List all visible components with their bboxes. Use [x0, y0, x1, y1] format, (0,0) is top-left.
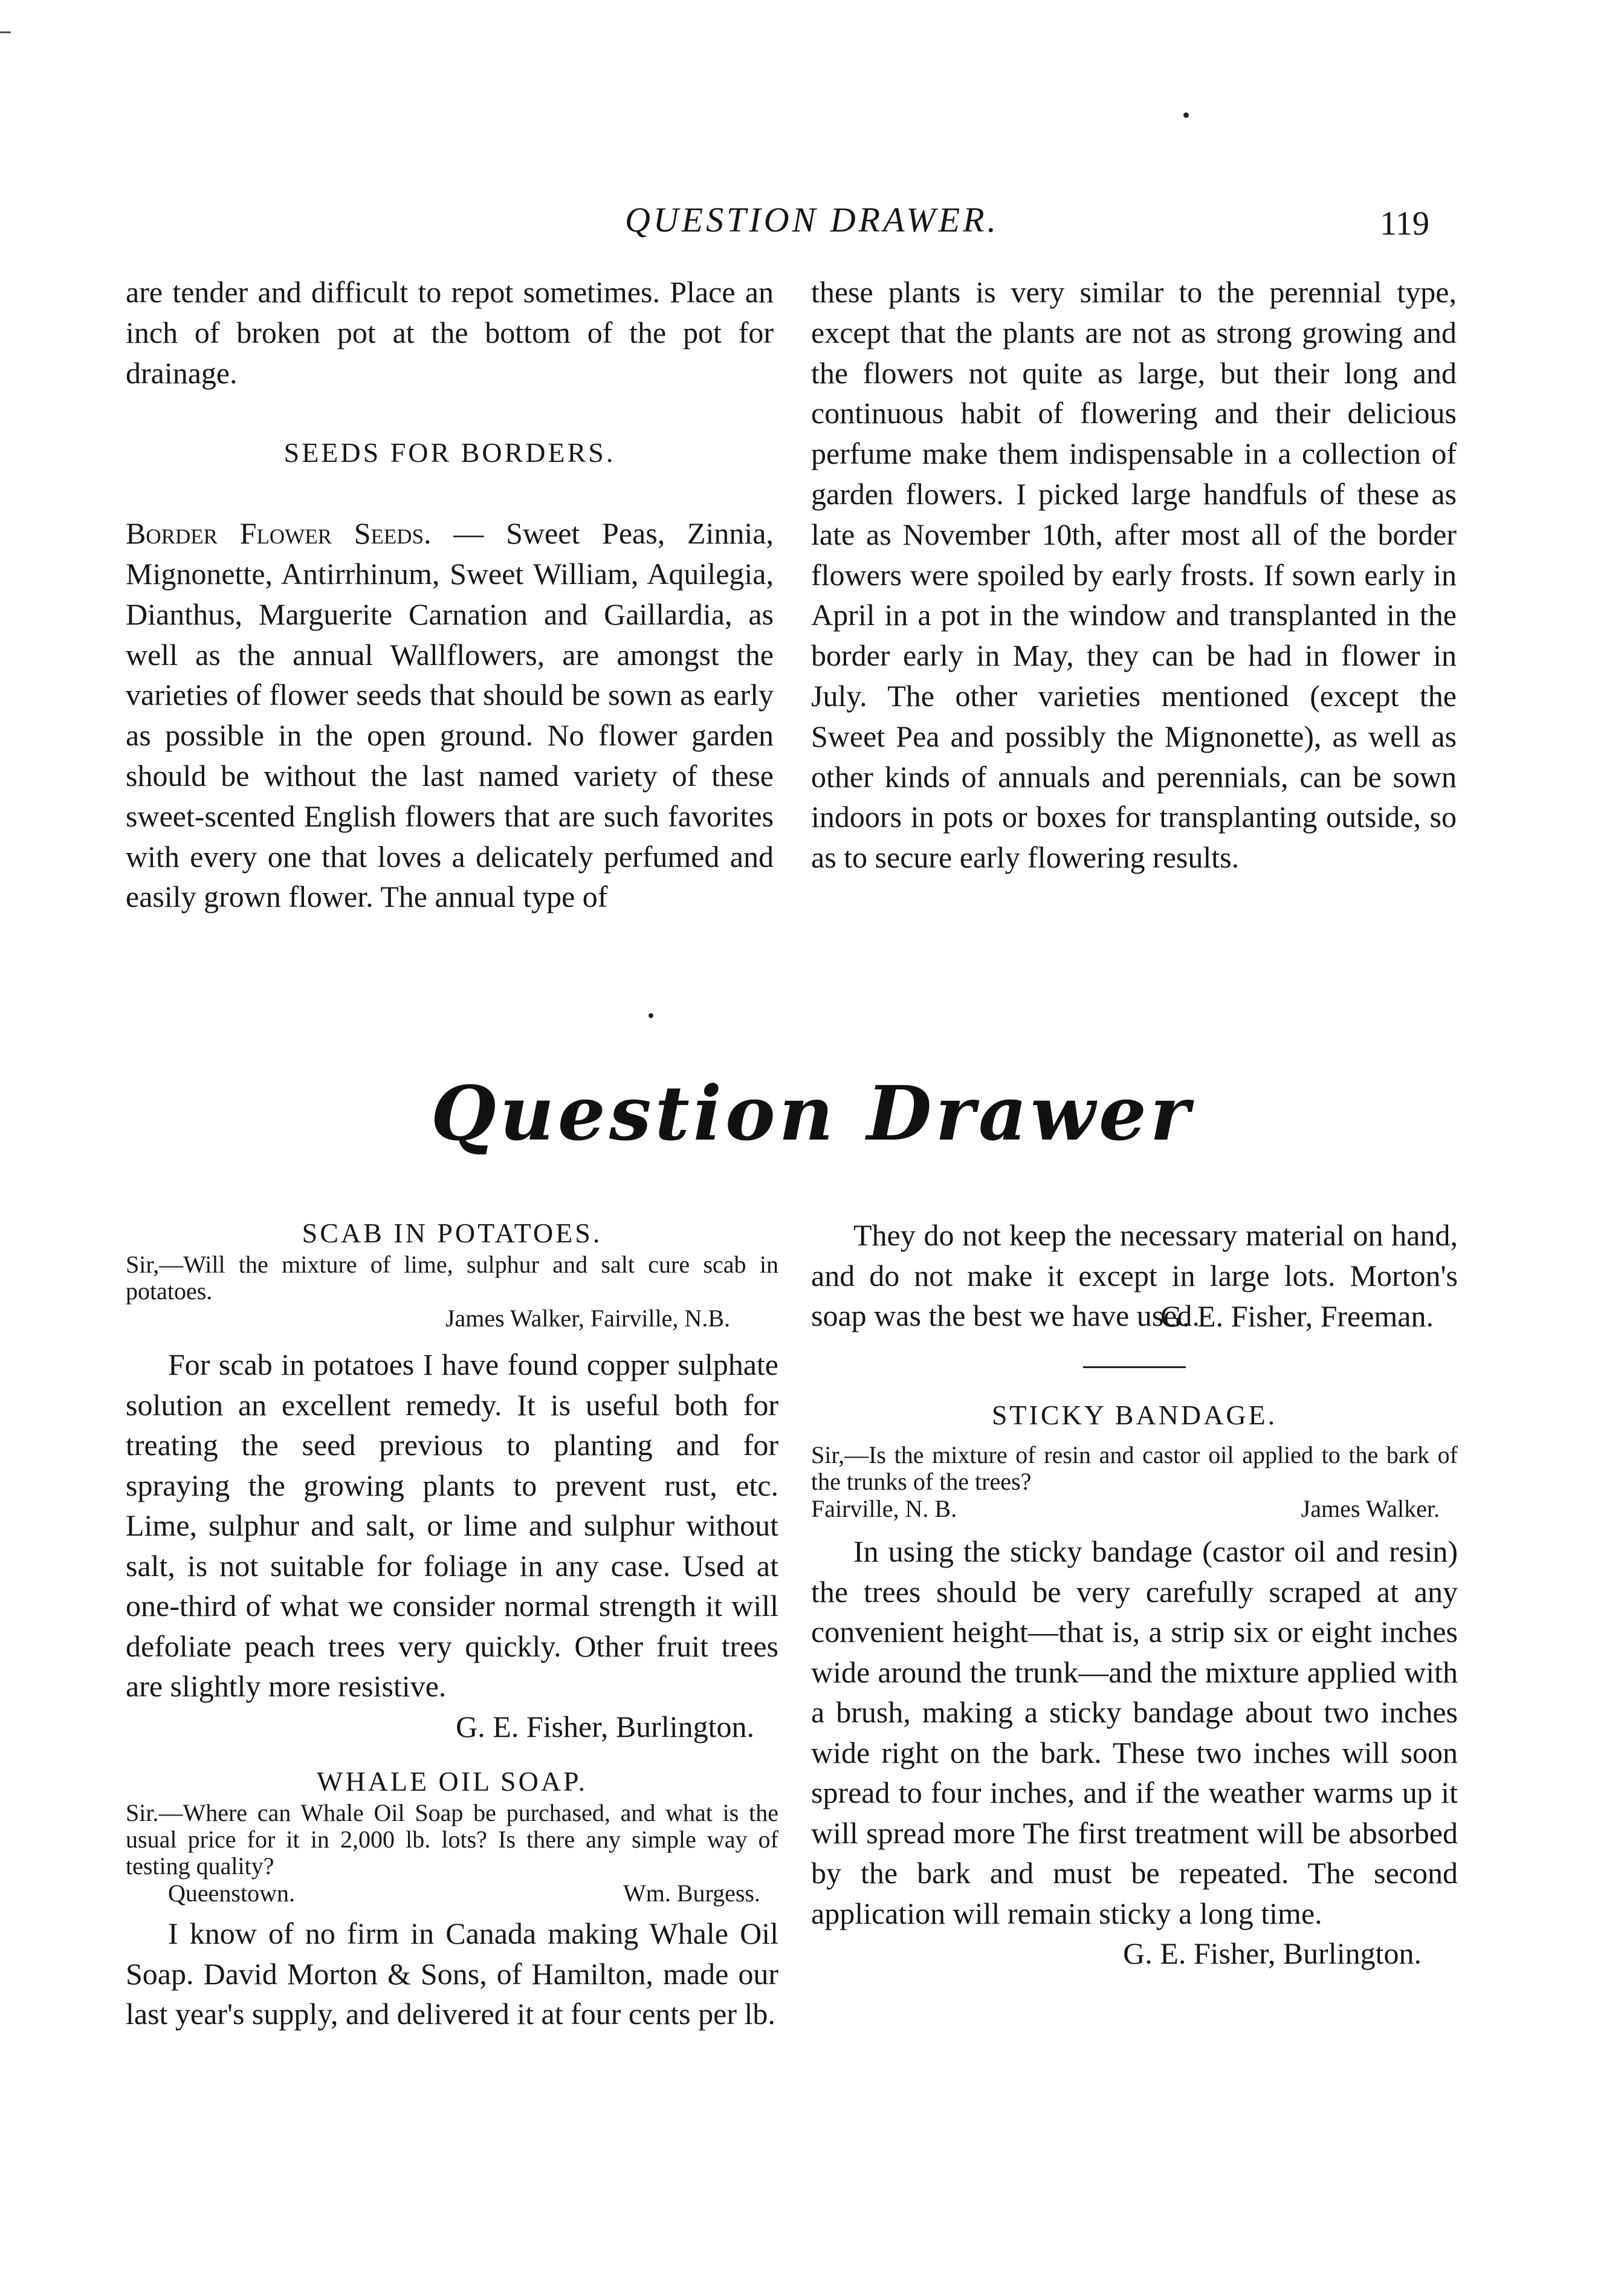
bottom-left-column	[126, 1215, 778, 2034]
whale-query: Sir.—Where can Whale Oil Soap be purchased, and what is the usual price for it in 2,000 lb. lots? Is there any simple way of testing quality?	[126, 1799, 778, 1880]
sticky-signature: G. E. Fisher, Burlington.	[1123, 1936, 1422, 1970]
sticky-answer: In using the sticky bandage (castor oil and resin) the trees should be very carefully scraped at any convenient height—that is, a strip six or eight inches wide around the trunk—and the mixture applied with a brush, making a sticky bandage about two inches wide right on the bark. These two inches will soon spread to four inches, and if the weather warms up it will spread more The first treatment will be absorbed by the bark and must be repeated. The second application will remain sticky a long time.	[811, 1534, 1458, 1930]
scab-title: SCAB IN POTATOES.	[302, 1218, 603, 1248]
sticky-place: Fairville, N. B.	[811, 1495, 957, 1522]
paragraph-continued: these plants is very similar to the perennial type, except that the plants are not as strong growing and the flowers not quite as large, but their long and continuous habit of flowering and their delicious perfume make them indispensable in a collection of garden flowers. I picked large handfuls of these as late as November 10th, after most all of the border flowers were spoiled by early frosts. If sown early in April in a pot in the window and transplanted in the border early in May, they can be had in flower in July. The other varieties mentioned (except the Sweet Pea and possibly the Mignonette), as well as other kinds of annuals and perennials, can be sown indoors in pots or boxes for transplanting outside, so as to secure early flowering results.	[811, 275, 1457, 875]
paragraph-body: — Sweet Peas, Zinnia, Mignonette, Antirrhinum, Sweet William, Aquilegia, Dianthus, Marguerite Carnation and Gaillardia, as well as the annual Wallflowers, are amongst the varieties of flower seeds that should be sown as early as possible in the open ground. No flower garden should be without the last named variety of these sweet-scented English flowers that are such favorites with every one that loves a delicately perfumed and easily grown flower. The annual type of	[126, 516, 774, 914]
print-speck	[649, 1013, 653, 1018]
sticky-sig-line	[811, 1495, 1458, 1523]
continued-paragraph: are tender and difficult to repot sometimes. Place an inch of broken pot at the bottom of the pot for drainage.	[126, 275, 774, 390]
department-title: Question Drawer	[430, 1070, 1194, 1158]
whale-signature: G. E. Fisher, Freeman.	[1160, 1299, 1434, 1333]
whale-asker: Wm. Burgess.	[623, 1880, 760, 1907]
section-rule	[1083, 1366, 1186, 1368]
whale-title: WHALE OIL SOAP.	[317, 1766, 587, 1797]
scab-asker: James Walker, Fairville, N.B.	[445, 1305, 730, 1332]
scab-query: Sir,—Will the mixture of lime, sulphur and salt cure scab in potatoes.	[126, 1251, 778, 1305]
section-title: SEEDS FOR BORDERS.	[283, 437, 616, 469]
bottom-right-column	[811, 1215, 1458, 1974]
top-right-column	[811, 272, 1457, 878]
border-seeds-paragraph	[126, 513, 774, 917]
top-left-column	[126, 272, 774, 917]
scan-edge-mark	[0, 31, 11, 33]
whale-answer: I know of no firm in Canada making Whale Oil Soap. David Morton & Sons, of Hamilton, made our last year's supply, and delivered it at four cents per lb.	[126, 1916, 778, 2031]
sticky-asker: James Walker.	[1301, 1495, 1440, 1522]
print-speck	[1183, 112, 1189, 118]
scab-signature: G. E. Fisher, Burlington.	[456, 1709, 754, 1744]
running-head	[0, 200, 1624, 254]
scab-answer: For scab in potatoes I have found copper sulphate solution an excellent remedy. It is useful both for treating the seed previous to planting and for spraying the growing plants to prevent rust, etc. Lime, sulphur and salt, or lime and sulphur without salt, is not suitable for foliage in any case. Used at one-third of what we consider normal strength it will defoliate peach trees very quickly. Other fruit trees are slightly more resistive.	[126, 1348, 778, 1703]
page-number: 119	[1380, 205, 1429, 242]
whale-answer-continued: They do not keep the necessary material on hand, and do not make it except in large lots. Morton's soap was the best we have used.	[811, 1218, 1458, 1332]
sticky-title: STICKY BANDAGE.	[991, 1400, 1278, 1430]
sticky-query: Sir,—Is the mixture of resin and castor oil applied to the bark of the trunks of the trees?	[811, 1441, 1458, 1495]
running-head-title: QUESTION DRAWER.	[624, 200, 1000, 239]
whale-sig-line	[126, 1880, 778, 1907]
lead-in: Border Flower Seeds.	[126, 516, 432, 551]
whale-place: Queenstown.	[168, 1880, 295, 1907]
